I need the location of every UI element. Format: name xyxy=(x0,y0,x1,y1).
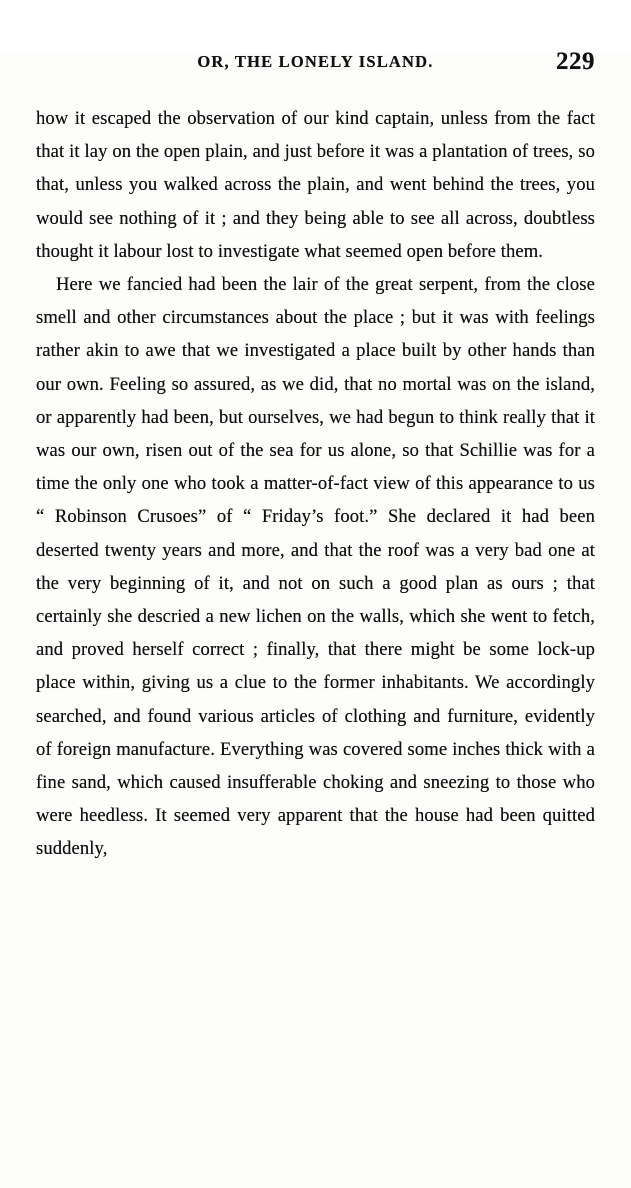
page-header xyxy=(36,48,595,82)
document-page xyxy=(0,48,631,1188)
page-number: 229 xyxy=(556,48,595,75)
paragraph: how it escaped the observation of our kind captain, unless from the fact that it lay on the open plain, and just before it was a plantation of trees, so that, unless you walked across the plain, and went behind the trees, you would see nothing of it ; and they being able to see all across, doubtless thought it labour lost to investigate what seemed open before them. xyxy=(36,108,595,262)
paragraph: Here we fancied had been the lair of the great serpent, from the close smell and other circumstances about the place ; but it was with feelings rather akin to awe that we investigated a place built by other hands than our own. Feeling so assured, as we did, that no mortal was on the island, or apparently had been, but ourselves, we had begun to think really that it was our own, risen out of the sea for us alone, so that Schillie was for a time the only one who took a matter-of-fact view of this appearance to us “ Robinson Crusoes” of “ Friday’s foot.” She declared it had been deserted twenty years and more, and that the roof was a very bad one at the very beginning of it, and not on such a good plan as ours ; that certainly she descried a new lichen on the walls, which she went to fetch, and proved herself correct ; finally, that there might be some lock-up place within, giving us a clue to the former inhabitants. We accordingly searched, and found various articles of clothing and furniture, evidently of foreign manufacture. Everything was covered some inches thick with a fine sand, which caused insufferable choking and sneezing to those who were heedless. It seemed very apparent that the house had been quitted suddenly, xyxy=(36,274,595,860)
running-head-title: OR, THE LONELY ISLAND. xyxy=(197,52,434,71)
page-body xyxy=(36,102,595,866)
